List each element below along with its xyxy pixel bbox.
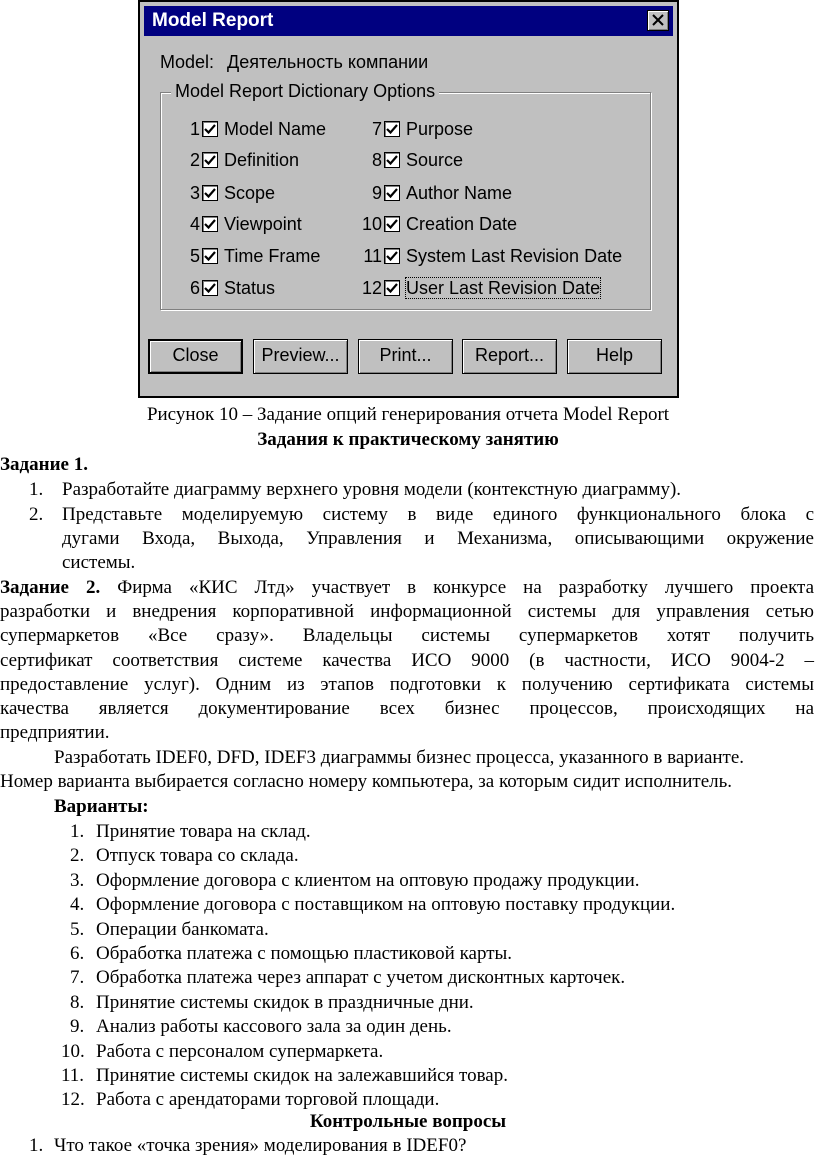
model-label: Model: — [160, 52, 215, 72]
option-label: Definition — [224, 150, 300, 170]
option-number: 10 — [361, 214, 382, 234]
close-button[interactable]: Close — [148, 339, 243, 374]
option-number: 2 — [189, 150, 200, 170]
option-number: 5 — [189, 246, 200, 266]
help-button[interactable]: Help — [567, 339, 662, 374]
option-number: 8 — [371, 150, 382, 170]
option-definition[interactable] — [184, 149, 299, 171]
variant-number: 11. — [61, 1065, 85, 1086]
option-number: 6 — [189, 278, 200, 298]
checkbox[interactable] — [202, 248, 218, 264]
variant-text: Обработка платежа через аппарат с учетом дисконтных карточек. — [96, 967, 626, 989]
variant-number: 5. — [70, 918, 85, 940]
print-button[interactable]: Print... — [358, 339, 453, 374]
task1-item-line: системы. — [62, 552, 136, 573]
option-number: 7 — [371, 119, 382, 139]
task1-item-number: 1. — [29, 479, 44, 500]
variant-number: 6. — [70, 943, 85, 964]
checkbox[interactable] — [384, 248, 400, 264]
option-creation-date[interactable] — [358, 213, 517, 235]
variant-number: 3. — [70, 869, 85, 891]
task2-line: качества является документирование всех бизнес процессов, происходящих на — [0, 698, 814, 719]
option-number: 1 — [189, 119, 200, 139]
option-system-last-revision-date[interactable] — [358, 245, 622, 267]
option-status[interactable] — [184, 277, 275, 299]
task2-title: Задание 2. — [0, 577, 101, 598]
task2-line-text: Фирма «КИС Лтд» участвует в конкурсе на разработку лучшего проекта — [117, 577, 815, 598]
checkbox[interactable] — [384, 152, 400, 168]
variant-text: Принятие системы скидок на залежавшийся товар. — [96, 1065, 508, 1086]
option-model-name[interactable] — [184, 118, 326, 140]
dictionary-options-legend: Model Report Dictionary Options — [171, 81, 439, 102]
checkbox[interactable] — [384, 280, 400, 296]
task1-item-number: 2. — [29, 504, 44, 525]
option-number: 3 — [189, 183, 200, 203]
option-label: System Last Revision Date — [406, 246, 623, 266]
checkbox[interactable] — [384, 216, 400, 232]
variant-number: 2. — [70, 845, 85, 867]
option-label: Source — [406, 150, 464, 170]
option-number: 9 — [371, 183, 382, 203]
variant-text: Операции банкомата. — [96, 918, 269, 940]
variant-text: Работа с арендаторами торговой площади. — [96, 1089, 440, 1111]
report-button[interactable]: Report... — [462, 339, 557, 374]
task1-item-line: Представьте моделируемую систему в виде единого функционального блока с — [62, 504, 814, 525]
option-number: 11 — [363, 246, 382, 266]
variant-text: Принятие системы скидок в праздничные дни. — [96, 991, 474, 1013]
option-label: Author Name — [406, 183, 513, 203]
task2-line: предоставление услуг). Одним из этапов подготовки к получению сертификата системы — [0, 674, 814, 695]
question-number: 1. — [29, 1135, 44, 1156]
option-label: Model Name — [224, 119, 327, 139]
variant-text: Обработка платежа с помощью пластиковой карты. — [96, 943, 513, 964]
option-label: User Last Revision Date — [406, 278, 601, 298]
body-paragraph-line: Разработать IDEF0, DFD, IDEF3 диаграммы бизнес процесса, указанного в варианте. — [54, 747, 745, 768]
option-scope[interactable] — [184, 182, 275, 204]
close-icon[interactable] — [647, 10, 669, 31]
dialog-titlebar[interactable] — [144, 6, 673, 36]
questions-title: Контрольные вопросы — [309, 1111, 507, 1132]
body-paragraph-line: Номер варианта выбирается согласно номеру компьютера, за которым сидит исполнитель. — [0, 771, 733, 792]
option-user-last-revision-date[interactable] — [358, 277, 600, 299]
model-row — [160, 52, 428, 73]
option-source[interactable] — [358, 149, 463, 171]
question-text: Что такое «точка зрения» моделирования в IDEF0? — [54, 1135, 467, 1156]
option-label: Time Frame — [224, 246, 321, 266]
task2-line: предприятии. — [0, 722, 110, 743]
variants-title: Варианты: — [54, 796, 149, 817]
checkbox[interactable] — [202, 121, 218, 137]
option-label: Viewpoint — [224, 214, 302, 234]
variant-text: Отпуск товара со склада. — [96, 845, 299, 867]
model-value: Деятельность компании — [227, 52, 429, 72]
variant-number: 9. — [70, 1016, 85, 1038]
task2-line — [0, 576, 814, 600]
option-number: 12 — [361, 278, 382, 298]
task1-item-line: Разработайте диаграмму верхнего уровня модели (контекстную диаграмму). — [62, 479, 682, 500]
task2-line: разработки и внедрения корпоративной информационной системы для управления сетью — [0, 601, 814, 622]
task1-title: Задание 1. — [0, 454, 88, 475]
task2-line: сертификат соответствия системе качества ИСО 9000 (в частности, ИСО 9004-2 – — [0, 650, 814, 671]
variant-text: Принятие товара на склад. — [96, 821, 311, 842]
section-title: Задания к практическому занятию — [257, 429, 559, 450]
checkbox[interactable] — [202, 216, 218, 232]
variant-text: Оформление договора с клиентом на оптовую продажу продукции. — [96, 869, 640, 891]
checkbox[interactable] — [384, 121, 400, 137]
variant-text: Анализ работы кассового зала за один день. — [96, 1016, 452, 1038]
preview-button[interactable]: Preview... — [253, 339, 348, 374]
option-time-frame[interactable] — [184, 245, 320, 267]
dialog-title: Model Report — [152, 10, 274, 31]
option-label: Status — [224, 278, 276, 298]
task1-item-line: дугами Входа, Выхода, Управления и Механизма, описывающими окружение — [62, 528, 814, 549]
option-label: Purpose — [406, 119, 474, 139]
figure-caption: Рисунок 10 – Задание опций генерирования отчета Model Report — [146, 404, 670, 425]
option-author-name[interactable] — [358, 182, 512, 204]
variant-number: 7. — [70, 967, 85, 989]
checkbox[interactable] — [202, 280, 218, 296]
variant-number: 1. — [70, 821, 85, 842]
variant-number: 4. — [70, 894, 85, 916]
variant-text: Оформление договора с поставщиком на оптовую поставку продукции. — [96, 894, 676, 916]
variant-number: 10. — [61, 1040, 85, 1062]
variant-text: Работа с персоналом супермаркета. — [96, 1040, 384, 1062]
checkbox[interactable] — [202, 185, 218, 201]
option-label: Creation Date — [406, 214, 518, 234]
option-number: 4 — [189, 214, 200, 234]
variant-number: 8. — [70, 991, 85, 1013]
task2-line: супермаркетов «Все сразу». Владельцы системы супермаркетов хотят получить — [0, 625, 814, 646]
checkbox[interactable] — [202, 152, 218, 168]
model-report-dialog — [138, 0, 679, 398]
option-label: Scope — [224, 183, 276, 203]
variant-number: 12. — [61, 1089, 85, 1111]
option-purpose[interactable] — [358, 118, 473, 140]
option-viewpoint[interactable] — [184, 213, 302, 235]
checkbox[interactable] — [384, 185, 400, 201]
